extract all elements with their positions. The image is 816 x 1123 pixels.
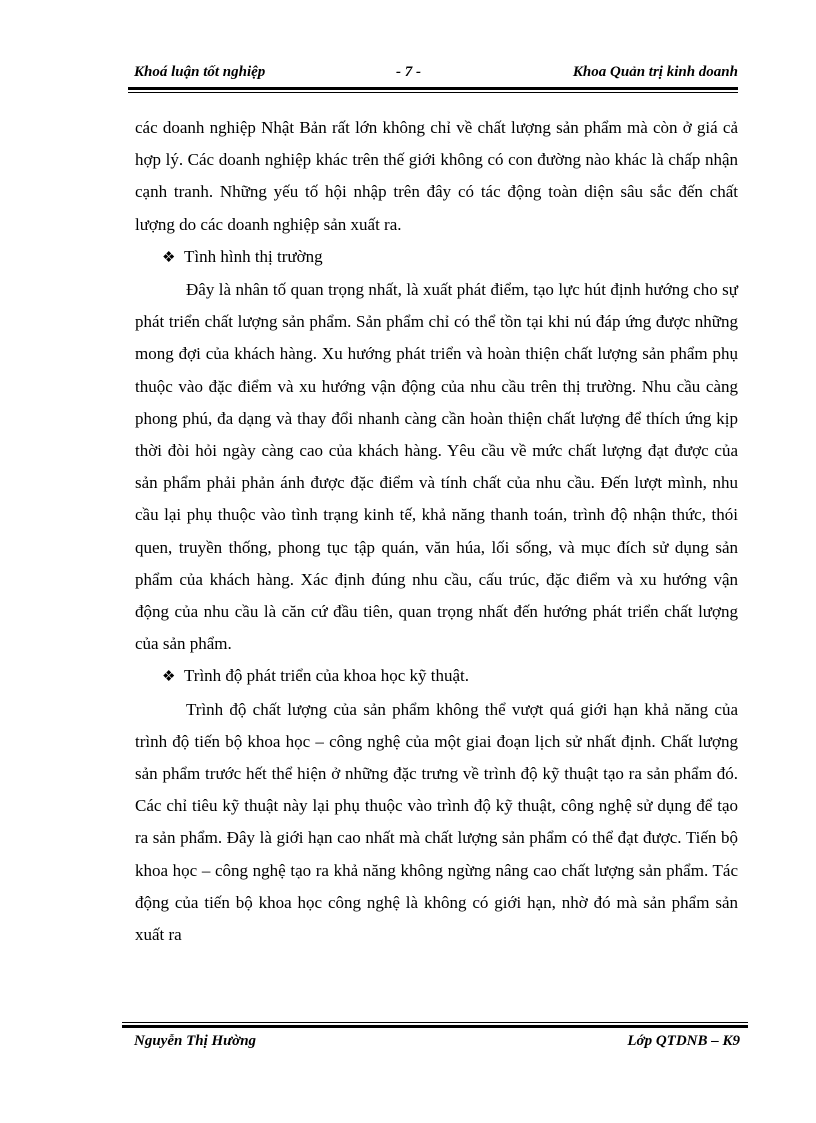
header-page-number: - 7 - xyxy=(396,64,421,80)
footer-class: Lớp QTDNB – K9 xyxy=(627,1033,740,1049)
paragraph-1: các doanh nghiệp Nhật Bản rất lớn không chỉ về chất lượng sản phẩm mà còn ở giá cả hợp lý. Các doanh nghiệp khác trên thế giới không có con đường nào khác là chấp nhận cạnh tranh. Những yếu tố hội nhập trên đây có tác động toàn diện sâu sắc đến chất lượng do các doanh nghiệp sản xuất ra. xyxy=(135,118,738,234)
footer-rule-thin xyxy=(122,1022,748,1023)
bullet-heading-market xyxy=(135,241,738,274)
page-body xyxy=(135,112,738,951)
footer-author: Nguyễn Thị Hường xyxy=(134,1033,257,1049)
paragraph-3: Trình độ chất lượng của sản phẩm không thể vượt quá giới hạn khả năng của trình độ tiến bộ khoa học – công nghệ của một giai đoạn lịch sử nhất định. Chất lượng sản phẩm trước hết thể hiện ở những đặc trưng về trình độ kỹ thuật tạo ra sản phẩm đó. Các chỉ tiêu kỹ thuật này lại phụ thuộc vào trình độ kỹ thuật, công nghệ sử dụng để tạo ra sản phẩm. Đây là giới hạn cao nhất mà chất lượng sản phẩm có thể đạt được. Tiến bộ khoa học – công nghệ tạo ra khả năng không ngừng nâng cao chất lượng sản phẩm. Tác động của tiến bộ khoa học công nghệ là không có giới hạn, nhờ đó mà sản phẩm sản xuất ra xyxy=(135,699,738,945)
header-rule-thick xyxy=(128,87,738,90)
page-header xyxy=(128,62,738,86)
header-thesis-label: Khoá luận tốt nghiệp xyxy=(134,64,266,80)
diamond-bullet-icon: ❖ xyxy=(162,249,176,266)
header-faculty-label: Khoa Quản trị kinh doanh xyxy=(572,64,738,80)
bullet-heading-technology xyxy=(135,660,738,693)
page-footer xyxy=(128,1030,740,1054)
bullet-heading-market-text: Tình hình thị trường xyxy=(184,246,323,266)
footer-rule-thick xyxy=(122,1025,748,1028)
diamond-bullet-icon: ❖ xyxy=(162,669,176,686)
bullet-heading-technology-text: Trình độ phát triển của khoa học kỹ thuật. xyxy=(184,666,470,686)
header-rule-thin xyxy=(128,92,738,93)
paragraph-2: Đây là nhân tố quan trọng nhất, là xuất phát điểm, tạo lực hút định hướng cho sự phát triển chất lượng sản phẩm. Sản phẩm chỉ có thể tồn tại khi nú đáp ứng được những mong đợi của khách hàng. Xu hướng phát triển và hoàn thiện chất lượng sản phẩm phụ thuộc vào đặc điểm và xu hướng vận động của nhu cầu trên thị trường. Nhu cầu càng phong phú, đa dạng và thay đổi nhanh càng cần hoàn thiện chất lượng để thích ứng kịp thời đòi hỏi ngày càng cao của khách hàng. Yêu cầu về mức chất lượng đạt được của sản phẩm phải phản ánh được đặc điểm và tính chất của nhu cầu. Đến lượt mình, nhu cầu lại phụ thuộc vào tình trạng kinh tế, khả năng thanh toán, trình độ nhận thức, thói quen, truyền thống, phong tục tập quán, văn húa, lối sống, và mục đích sử dụng sản phẩm của khách hàng. Xác định đúng nhu cầu, cấu trúc, đặc điểm và xu hướng vận động của nhu cầu là căn cứ đầu tiên, quan trọng nhất đến hướng phát triển chất lượng của sản phẩm. xyxy=(135,280,738,654)
